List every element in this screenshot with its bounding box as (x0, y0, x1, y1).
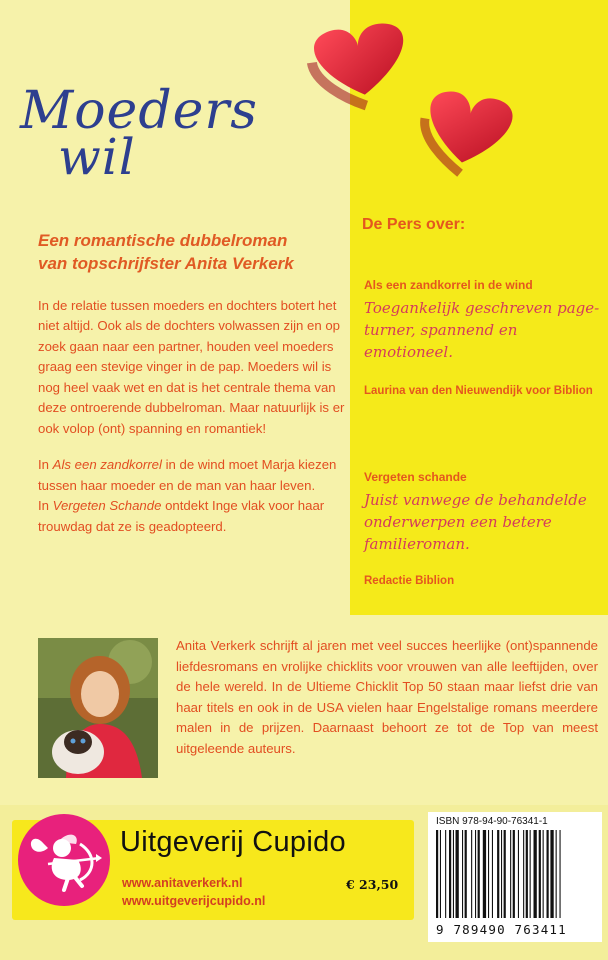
subtitle-line-2: van topschrijfster Anita Verkerk (38, 253, 294, 273)
barcode-bar (518, 830, 519, 918)
text-span: ontdekt Inge vlak voor haar trouwdag dat ze is geadopteerd. (38, 498, 325, 534)
barcode (436, 830, 596, 920)
barcode-bar (530, 830, 531, 918)
barcode-bar (436, 830, 438, 918)
barcode-bar (539, 830, 541, 918)
barcode-bar (550, 830, 553, 918)
text-span: In (38, 498, 53, 514)
barcode-bar (453, 830, 454, 918)
link-anitaverkerk[interactable]: www.anitaverkerk.nl (122, 876, 243, 890)
isbn-label: ISBN 978-94-90-76341-1 (436, 816, 548, 827)
barcode-bar (543, 830, 544, 918)
barcode-bar (440, 830, 441, 918)
barcode-bar (534, 830, 537, 918)
text-span: In (38, 457, 53, 473)
barcode-digits: 9 789490 763411 (436, 922, 567, 937)
book-title (20, 81, 340, 186)
review-book-title-1: Als een zandkorrel in de wind (364, 278, 533, 292)
barcode-bar (445, 830, 446, 918)
book-title-inline: Vergeten Schande (52, 498, 162, 514)
author-photo (38, 638, 158, 778)
barcode-bar (497, 830, 499, 918)
cupido-logo (18, 814, 110, 906)
barcode-bar (510, 830, 511, 918)
barcode-bar (547, 830, 549, 918)
review-source-2: Redactie Biblion (364, 575, 455, 587)
barcode-bar (492, 830, 493, 918)
barcode-bar (483, 830, 486, 918)
press-header: De Pers over: (362, 216, 466, 233)
barcode-bar (556, 830, 557, 918)
barcode-bar (488, 830, 489, 918)
barcode-bar (456, 830, 459, 918)
review-source-1: Laurina van den Nieuwendijk voor Biblion (364, 385, 593, 397)
title-line-1: Moeders (20, 81, 258, 141)
barcode-bar (560, 830, 561, 918)
barcode-bar (513, 830, 515, 918)
barcode-bar (526, 830, 528, 918)
barcode-bar (465, 830, 467, 918)
barcode-bar (462, 830, 463, 918)
author-bio: Anita Verkerk schrijft al jaren met veel succes heerlijke (ont)spannende liefdesromans en vrolijke chicklits voor vrouwen van alle leeftijden, over de hele wereld. In de Ultieme Chicklit Top 50 staan maar liefst drie van haar titels en ook in de USA vielen haar Engelstalige romans meerdere malen in de prijzen. Daarnaast behoort ze tot de Top van meest uitgeleende auteurs. (176, 638, 598, 756)
subtitle-line-1: Een romantische dubbelroman (38, 231, 288, 250)
synopsis-paragraph-2 (38, 455, 356, 537)
subtitle (38, 230, 348, 276)
barcode-bar (501, 830, 502, 918)
barcode-bar (504, 830, 506, 918)
title-line-2: wil (58, 127, 136, 186)
synopsis-paragraph-1: In de relatie tussen moeders en dochters botert het niet altijd. Ook als de dochters volwassen zijn en op zoek gaan naar een partner, houden veel moeders graag een stevige vinger in de pap. Moeders wil is nog heel vaak wet en dat is het centrale thema van deze ontroerende dubbelroman. Maar natuurlijk is er ook volop (ont) spanning en romantiek! (38, 298, 345, 436)
barcode-bar (523, 830, 524, 918)
text-span: in de wind moet Marja kiezen tussen haar moeder en de man van haar leven. (38, 457, 337, 493)
barcode-bar (449, 830, 451, 918)
publisher-name: Uitgeverij Cupido (120, 826, 346, 858)
barcode-bar (475, 830, 476, 918)
link-uitgeverijcupido[interactable]: www.uitgeverijcupido.nl (122, 894, 266, 908)
book-title-inline: Als een zandkorrel (52, 457, 162, 473)
synopsis (38, 296, 356, 553)
price: € 23,50 (346, 877, 399, 892)
barcode-bar (478, 830, 480, 918)
barcode-bar (471, 830, 472, 918)
review-quote-1: Toegankelijk geschreven page-turner, spannend en emotioneel. (364, 299, 600, 361)
review-book-title-2: Vergeten schande (364, 470, 467, 484)
review-quote-2: Juist vanwege de behandelde onderwerpen een betere familieroman. (364, 491, 587, 553)
cupid-icon (18, 814, 110, 906)
